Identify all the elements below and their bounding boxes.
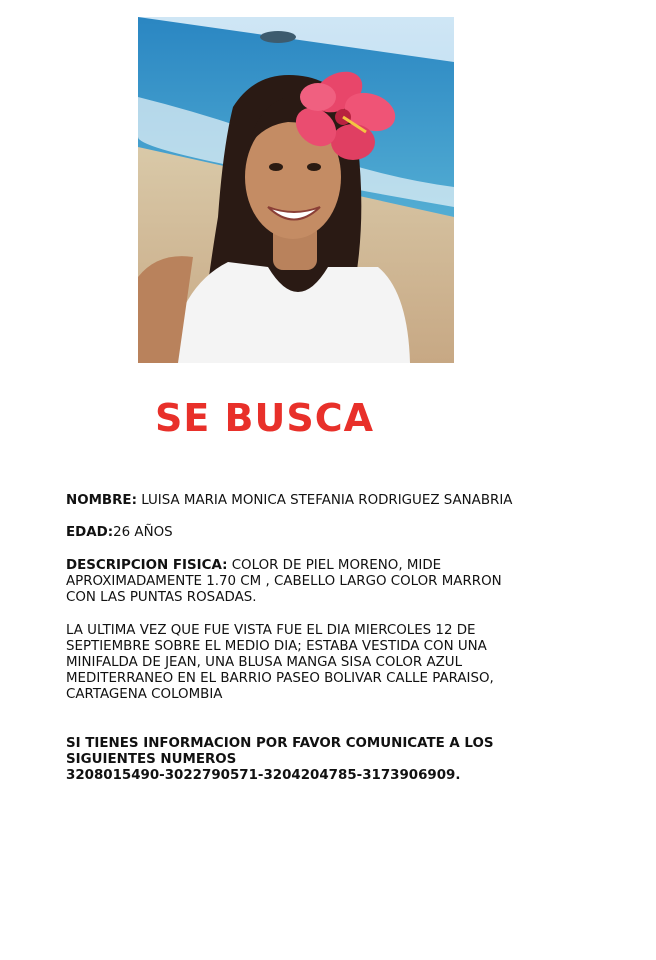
name-line [66,493,611,509]
age-label: EDAD: [66,525,114,540]
photo-illustration [138,17,454,363]
description-line: CON LAS PUNTAS ROSADAS. [66,590,257,605]
name-value: LUISA MARIA MONICA STEFANIA RODRIGUEZ SANABRIA [136,493,513,508]
right-eye [307,163,321,171]
last-seen-line: CARTAGENA COLOMBIA [66,687,223,702]
description-label: DESCRIPCION FISICA: [66,558,228,573]
last-seen-line: MINIFALDA DE JEAN, UNA BLUSA MANGA SISA COLOR AZUL [66,655,463,670]
last-seen-line: SEPTIEMBRE SOBRE EL MEDIO DIA; ESTABA VESTIDA CON UNA [66,639,487,654]
contact-line: SIGUIENTES NUMEROS [66,752,237,767]
last-seen-line: LA ULTIMA VEZ QUE FUE VISTA FUE EL DIA MIERCOLES 12 DE [66,623,476,638]
age-line [66,525,611,541]
last-seen-paragraph [66,623,611,703]
contact-line: SI TIENES INFORMACION POR FAVOR COMUNICATE A LOS [66,736,494,751]
contact-paragraph [66,736,611,784]
description-line: APROXIMADAMENTE 1.70 CM , CABELLO LARGO COLOR MARRON [66,574,502,589]
missing-person-photo [138,17,454,363]
name-label: NOMBRE: [66,493,137,508]
age-value: 26 AÑOS [113,525,173,540]
headline-se-busca: SE BUSCA [155,396,375,440]
left-eye [269,163,283,171]
description-text: COLOR DE PIEL MORENO, MIDE [227,558,442,573]
description-line [66,558,611,574]
distant-boat [260,31,296,43]
last-seen-line: MEDITERRANEO EN EL BARRIO PASEO BOLIVAR CALLE PARAISO, [66,671,494,686]
description-paragraph [66,558,611,606]
contact-phone-numbers: 3208015490-3022790571-3204204785-3173906909. [66,768,461,783]
